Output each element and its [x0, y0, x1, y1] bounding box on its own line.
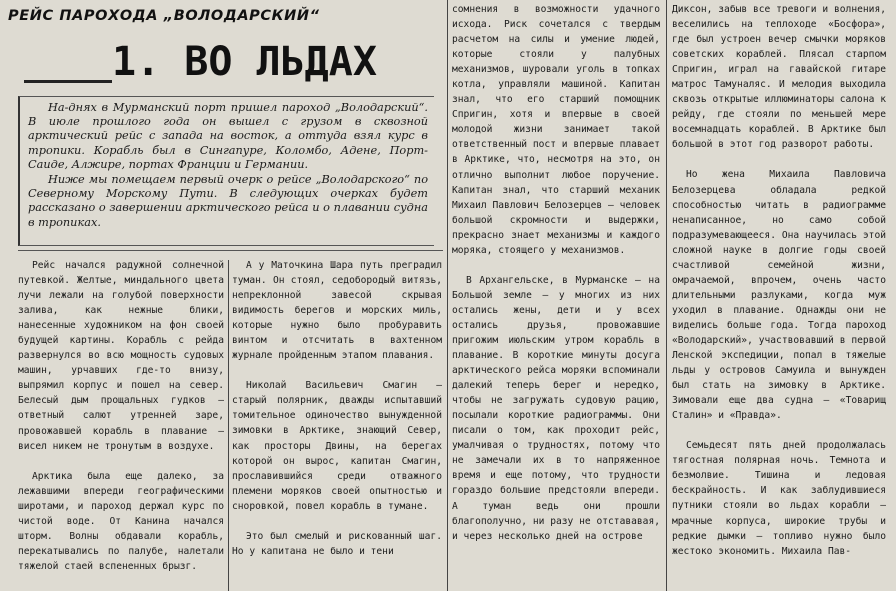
paragraph: Семьдесят пять дней продолжалась тягостная полярная ночь. Темнота и безмолвие. Тишина и ледовая бескрайность. И как заблудившиеся путники стояли во льдах корабли — мрачные корпуса, широкие трубы и редкие дымки — топливо нужно было жестоко экономить. Михаила Пав- — [672, 440, 886, 557]
section-kicker: РЕЙС ПАРОХОДА „ВОЛОДАРСКИЙ“ — [8, 8, 320, 24]
paragraph: А у Маточкина Шара путь преградил туман. Он стоял, седобородый витязь, непреклонной завесой скрывая видимость берегов и морских миль, которые нужно было пробуравить винтом и отсчитать в вахтенном журнале пройденным этапом плавания. — [232, 260, 442, 362]
column-divider — [447, 0, 448, 591]
paragraph: Арктика была еще далеко, за лежавшими впереди географическими широтами, и пароход держал курс по чистой воде. От Канина начался шторм. Волны обдавали корабль, перекатывались по палубе, налетали тяжелой стаей вспененных брызг. — [18, 470, 224, 572]
column-divider — [666, 0, 667, 591]
article-column-1 — [18, 258, 224, 591]
headline-rule — [24, 80, 112, 83]
paragraph: сомнения в возможности удачного исхода. Риск сочетался с твердым расчетом на силы и умение людей, которые стояли у палубных механизмов, шуровали уголь в топках котла, управляли машиной. Капитан знал, что его старший помощник Спригин, хотя и впервые в своей молодой жизни занимает такой ответственный пост и впервые плавает в Арктике, что, несмотря на это, он отлично выполнит любое поручение. Капитан знал, что старший механик Михаил Павлович Белозерцев — человек большой скромности и выдержки, прекрасно знает механизмы и каждого моряка, стоящего у механизмов. — [452, 4, 660, 256]
column-divider — [228, 260, 229, 591]
paragraph: Это был смелый и рискованный шаг. Но у капитана не было и тени — [232, 530, 442, 557]
paragraph: Николай Васильевич Смагин — старый полярник, дважды испытавший томительное одиночество вынужденной зимовки в Арктике, знающий Север, как просторы Двины, на берегах которой он вырос, капитан Смагин, прославившийся среди отважного племени моряков своей опытностью и сноровкой, повел корабль в тумане. — [232, 380, 442, 512]
divider — [18, 250, 443, 251]
page-title: 1. ВО ЛЬДАХ — [112, 39, 377, 85]
lead-paragraph: Ниже мы помещаем первый очерк о рейсе „Володарского“ по Северному Морскому Пути. В следующих очерках будет рассказано о завершении арктического рейса и о плавании судна в тропиках. — [28, 173, 428, 229]
paragraph: Но жена Михаила Павловича Белозерцева обладала редкой способностью читать в радиограмме ненаписанное, но само собой подразумевающееся. Она научилась этой сложной науке в долгие годы своей счастливой семейной жизни, омрачаемой, впрочем, очень часто длительными разлуками, когда муж уходил в плавание. Однажды они не виделись больше года. Тогда пароход «Володарский», участвовавший в первой Ленской экспедиции, попал в тяжелые льды у островов Самуила и вынужден был стать на зимовку в Арктике. Зимовали еще два судна — «Товарищ Сталин» и «Правда». — [672, 169, 886, 422]
paragraph: Рейс начался радужной солнечной путевкой. Желтые, миндального цвета лучи лежали на голубой поверхности залива, как нежные блики, нанесенные художником на фон своей будущей картины. Корабль с рейда развернулся во всю мощность судовых машин, урчавших где-то внизу, выпрямил корпус и пошел на север. Белесый дым прощальных гудков — ответный салют утренней заре, провожавшей корабль в плавание — висел никем не тронутым в воздухе. — [18, 260, 224, 452]
article-column-2 — [232, 258, 442, 591]
paragraph: В Архангельске, в Мурманске — на Большой земле — у многих из них остались жены, дети и у всех остались друзья, провожавшие пригожим июльским утром корабль в плавание. В короткие минуты досуга арктического рейса моряки вспоминали далекий теперь берег и нередко, чтобы не загружать судовую рацию, посылали короткие радиограммы. Они писали о том, как проходит рейс, умалчивая о трудностях, потому что не замечали их в то напряженное время и еще потому, что трудности гораздо большие предстояли впереди. А туман ведь они прошли благополучно, ни разу не отстававая, и через несколько дней на острове — [452, 274, 660, 542]
paragraph: Диксон, забыв все тревоги и волнения, веселились на теплоходе «Босфора», где был устроен вечер смычки моряков советских кораблей. Плясал старпом Спригин, играл на гавайской гитаре матрос Тамуналяс. И мелодия выходила сквозь открытые иллюминаторы салона к рейду, где стояли по меньшей мере восемнадцать кораблей. В Арктике был большой в этот год разворот работы. — [672, 4, 886, 151]
article-column-4 — [672, 2, 886, 591]
article-column-3 — [452, 2, 660, 591]
lead-intro-box — [18, 96, 434, 246]
lead-paragraph: На-днях в Мурманский порт пришел пароход „Володарский“. В июле прошлого года он вышел с грузом в сквозной арктический рейс с запада на восток, а оттуда взял курс в тропики. Корабль был в Сингапуре, Коломбо, Адене, Порт-Саиде, Алжире, портах Франции и Германии. — [28, 101, 428, 171]
